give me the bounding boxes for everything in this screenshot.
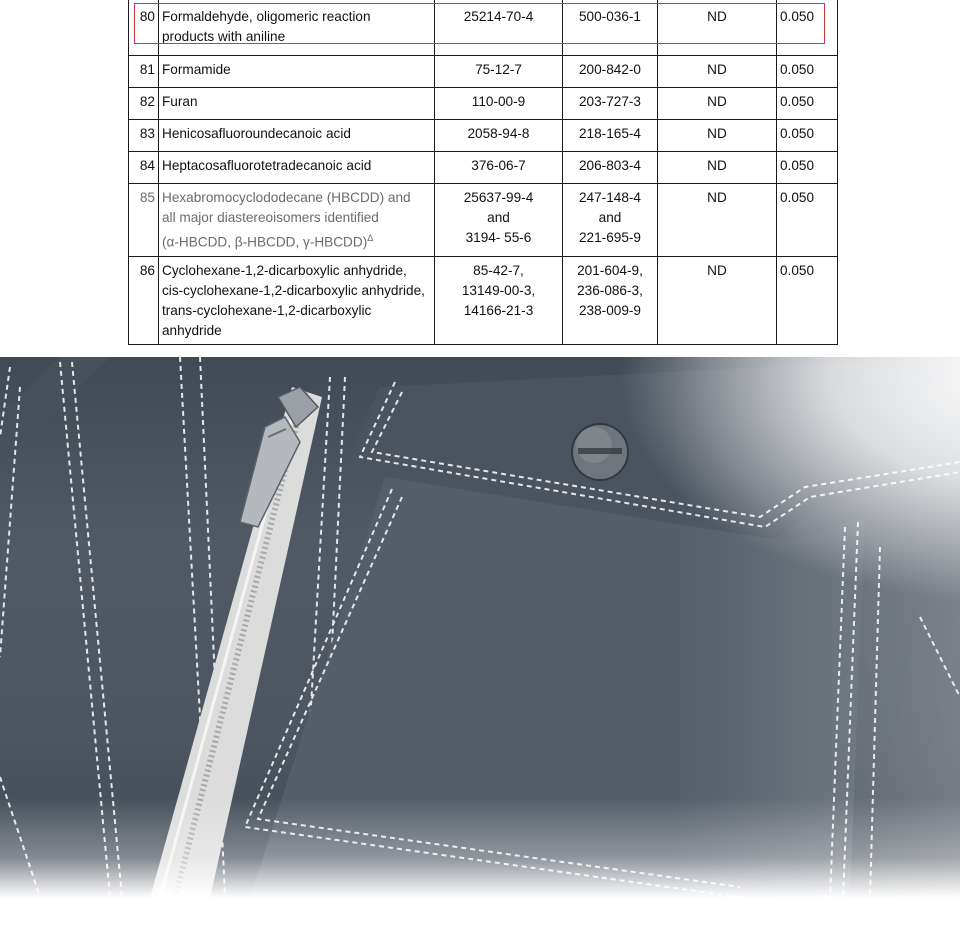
table-row <box>129 0 838 56</box>
cas-number: 25214-70-4 <box>435 0 563 56</box>
limit-value: 0.050 <box>777 184 838 257</box>
cas-number: 376-06-7 <box>435 152 563 184</box>
row-number: 81 <box>129 56 159 88</box>
substance-name: Hexabromocyclododecane (HBCDD) and all major diastereoisomers identified (α-HBCDD, β-HBCDD, γ-HBCDD)$^\Delta$ <box>159 184 435 257</box>
test-result: ND <box>658 152 777 184</box>
photo-bottom-fade <box>0 797 960 898</box>
limit-value: 0.050 <box>777 0 838 56</box>
limit-value: 0.050 <box>777 56 838 88</box>
row-number: 84 <box>129 152 159 184</box>
row-number: 83 <box>129 120 159 152</box>
row-number: 80 <box>129 0 159 56</box>
row-number: 82 <box>129 88 159 120</box>
limit-value: 0.050 <box>777 257 838 345</box>
delta-mark: Δ <box>367 233 374 243</box>
cas-number: 25637-99-4 and 3194- 55-6 <box>435 184 563 257</box>
cas-number: 2058-94-8 <box>435 120 563 152</box>
substance-name: Formamide <box>159 56 435 88</box>
test-result: ND <box>658 56 777 88</box>
table-row <box>129 88 838 120</box>
cas-number: 85-42-7, 13149-00-3, 14166-21-3 <box>435 257 563 345</box>
substance-name: Formaldehyde, oligomeric reaction products with aniline <box>159 0 435 56</box>
test-result: ND <box>658 257 777 345</box>
test-result: ND <box>658 120 777 152</box>
ec-number: 218-165-4 <box>563 120 658 152</box>
chemical-substance-table <box>128 0 837 345</box>
ec-number: 247-148-4 and 221-695-9 <box>563 184 658 257</box>
limit-value: 0.050 <box>777 88 838 120</box>
table-row <box>129 152 838 184</box>
row-number: 86 <box>129 257 159 345</box>
ec-number: 500-036-1 <box>563 0 658 56</box>
substance-name: Henicosafluoroundecanoic acid <box>159 120 435 152</box>
limit-value: 0.050 <box>777 152 838 184</box>
test-result: ND <box>658 88 777 120</box>
cas-number: 110-00-9 <box>435 88 563 120</box>
row-number: 85 <box>129 184 159 257</box>
test-result: ND <box>658 0 777 56</box>
table-row <box>129 184 838 257</box>
jacket-photo <box>0 357 960 898</box>
substance-table <box>128 0 838 345</box>
table-row <box>129 120 838 152</box>
table-row <box>129 257 838 345</box>
ec-number: 206-803-4 <box>563 152 658 184</box>
table-row <box>129 56 838 88</box>
substance-name: Furan <box>159 88 435 120</box>
ec-number: 201-604-9, 236-086-3, 238-009-9 <box>563 257 658 345</box>
ec-number: 200-842-0 <box>563 56 658 88</box>
ec-number: 203-727-3 <box>563 88 658 120</box>
cas-number: 75-12-7 <box>435 56 563 88</box>
test-result: ND <box>658 184 777 257</box>
limit-value: 0.050 <box>777 120 838 152</box>
substance-name: Cyclohexane-1,2-dicarboxylic anhydride, cis-cyclohexane-1,2-dicarboxylic anhydride, trans-cyclohexane-1,2-dicarboxylic anhydride <box>159 257 435 345</box>
substance-name: Heptacosafluorotetradecanoic acid <box>159 152 435 184</box>
